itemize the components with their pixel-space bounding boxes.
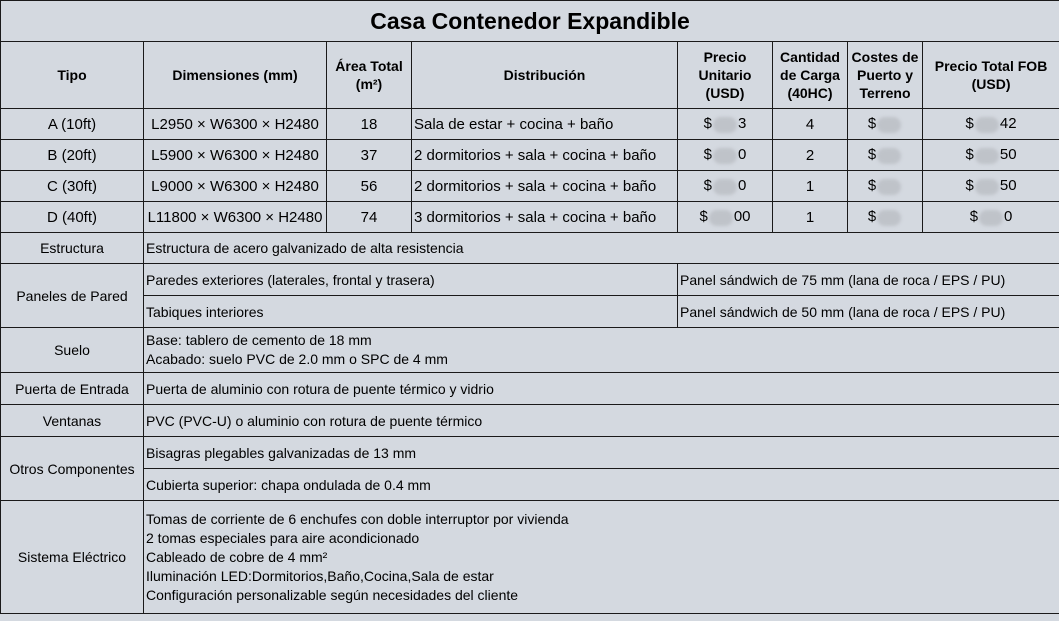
cell-costes: $	[848, 202, 923, 233]
header-precio-total: Precio Total FOB (USD)	[923, 42, 1059, 109]
cell-precio-total: $ 50	[923, 171, 1059, 202]
spec-value-ventanas: PVC (PVC-U) o aluminio con rotura de puente térmico	[144, 405, 1059, 437]
redaction-blur	[975, 148, 999, 164]
cell-distribucion: Sala de estar + cocina + baño	[412, 109, 678, 140]
cell-area: 37	[327, 140, 412, 171]
spec-label-suelo: Suelo	[1, 328, 144, 373]
cell-precio-total: $ 0	[923, 202, 1059, 233]
cell-costes: $	[848, 171, 923, 202]
spec-value-electrico: Tomas de corriente de 6 enchufes con doble interruptor por vivienda 2 tomas especiales para aire acondicionado Cableado de cobre de 4 mm² Iluminación LED:Dormitorios,Baño,Cocina,Sala de estar Configuración personalizable según necesidades del cliente	[144, 501, 1059, 614]
spec-label-otros: Otros Componentes	[1, 437, 144, 501]
header-cantidad: Cantidad de Carga (40HC)	[773, 42, 848, 109]
cell-dimensiones: L11800 × W6300 × H2480	[144, 202, 327, 233]
cell-dimensiones: L9000 × W6300 × H2480	[144, 171, 327, 202]
cell-cantidad: 1	[773, 171, 848, 202]
redaction-blur	[713, 148, 737, 164]
cell-distribucion: 3 dormitorios + sala + cocina + baño	[412, 202, 678, 233]
table-row	[1, 109, 1059, 140]
header-tipo: Tipo	[1, 42, 144, 109]
spec-paneles-int-value: Panel sándwich de 50 mm (lana de roca / EPS / PU)	[678, 296, 1059, 328]
cell-tipo: A (10ft)	[1, 109, 144, 140]
redaction-blur	[975, 179, 999, 195]
cell-area: 18	[327, 109, 412, 140]
header-precio-unitario: Precio Unitario (USD)	[678, 42, 773, 109]
spec-value-puerta: Puerta de aluminio con rotura de puente térmico y vidrio	[144, 373, 1059, 405]
cell-cantidad: 1	[773, 202, 848, 233]
redaction-blur	[877, 179, 901, 195]
cell-distribucion: 2 dormitorios + sala + cocina + baño	[412, 171, 678, 202]
header-area: Área Total (m²)	[327, 42, 412, 109]
cell-costes: $	[848, 140, 923, 171]
redaction-blur	[713, 117, 737, 133]
cell-precio-total: $ 50	[923, 140, 1059, 171]
redaction-blur	[877, 117, 901, 133]
spec-label-paneles: Paneles de Pared	[1, 264, 144, 328]
redaction-blur	[877, 148, 901, 164]
spec-value-estructura: Estructura de acero galvanizado de alta resistencia	[144, 233, 1059, 264]
spec-value-suelo: Base: tablero de cemento de 18 mm Acabado: suelo PVC de 2.0 mm o SPC de 4 mm	[144, 328, 1059, 373]
cell-costes: $	[848, 109, 923, 140]
redaction-blur	[713, 179, 737, 195]
cell-tipo: D (40ft)	[1, 202, 144, 233]
cell-precio-unitario: $ 0	[678, 171, 773, 202]
spec-paneles-ext-label: Paredes exteriores (laterales, frontal y trasera)	[144, 264, 678, 296]
cell-precio-unitario: $ 0	[678, 140, 773, 171]
spec-paneles-ext-value: Panel sándwich de 75 mm (lana de roca / EPS / PU)	[678, 264, 1059, 296]
spec-value-otros-1: Bisagras plegables galvanizadas de 13 mm	[144, 437, 1059, 469]
table-title: Casa Contenedor Expandible	[1, 1, 1059, 42]
table-row	[1, 202, 1059, 233]
spec-label-ventanas: Ventanas	[1, 405, 144, 437]
spec-paneles-int-label: Tabiques interiores	[144, 296, 678, 328]
table-row	[1, 140, 1059, 171]
cell-dimensiones: L5900 × W6300 × H2480	[144, 140, 327, 171]
cell-precio-total: $ 42	[923, 109, 1059, 140]
cell-distribucion: 2 dormitorios + sala + cocina + baño	[412, 140, 678, 171]
cell-area: 56	[327, 171, 412, 202]
header-distribucion: Distribución	[412, 42, 678, 109]
cell-dimensiones: L2950 × W6300 × H2480	[144, 109, 327, 140]
redaction-blur	[979, 210, 1003, 226]
cell-precio-unitario: $ 3	[678, 109, 773, 140]
cell-cantidad: 2	[773, 140, 848, 171]
spec-label-puerta: Puerta de Entrada	[1, 373, 144, 405]
spec-label-electrico: Sistema Eléctrico	[1, 501, 144, 614]
redaction-blur	[975, 117, 999, 133]
header-costes: Costes de Puerto y Terreno	[848, 42, 923, 109]
cell-tipo: C (30ft)	[1, 171, 144, 202]
cell-tipo: B (20ft)	[1, 140, 144, 171]
cell-precio-unitario: $ 00	[678, 202, 773, 233]
redaction-blur	[709, 210, 733, 226]
spec-value-otros-2: Cubierta superior: chapa ondulada de 0.4 mm	[144, 469, 1059, 501]
table-row	[1, 171, 1059, 202]
spec-label-estructura: Estructura	[1, 233, 144, 264]
redaction-blur	[877, 210, 901, 226]
cell-area: 74	[327, 202, 412, 233]
header-dimensiones: Dimensiones (mm)	[144, 42, 327, 109]
cell-cantidad: 4	[773, 109, 848, 140]
